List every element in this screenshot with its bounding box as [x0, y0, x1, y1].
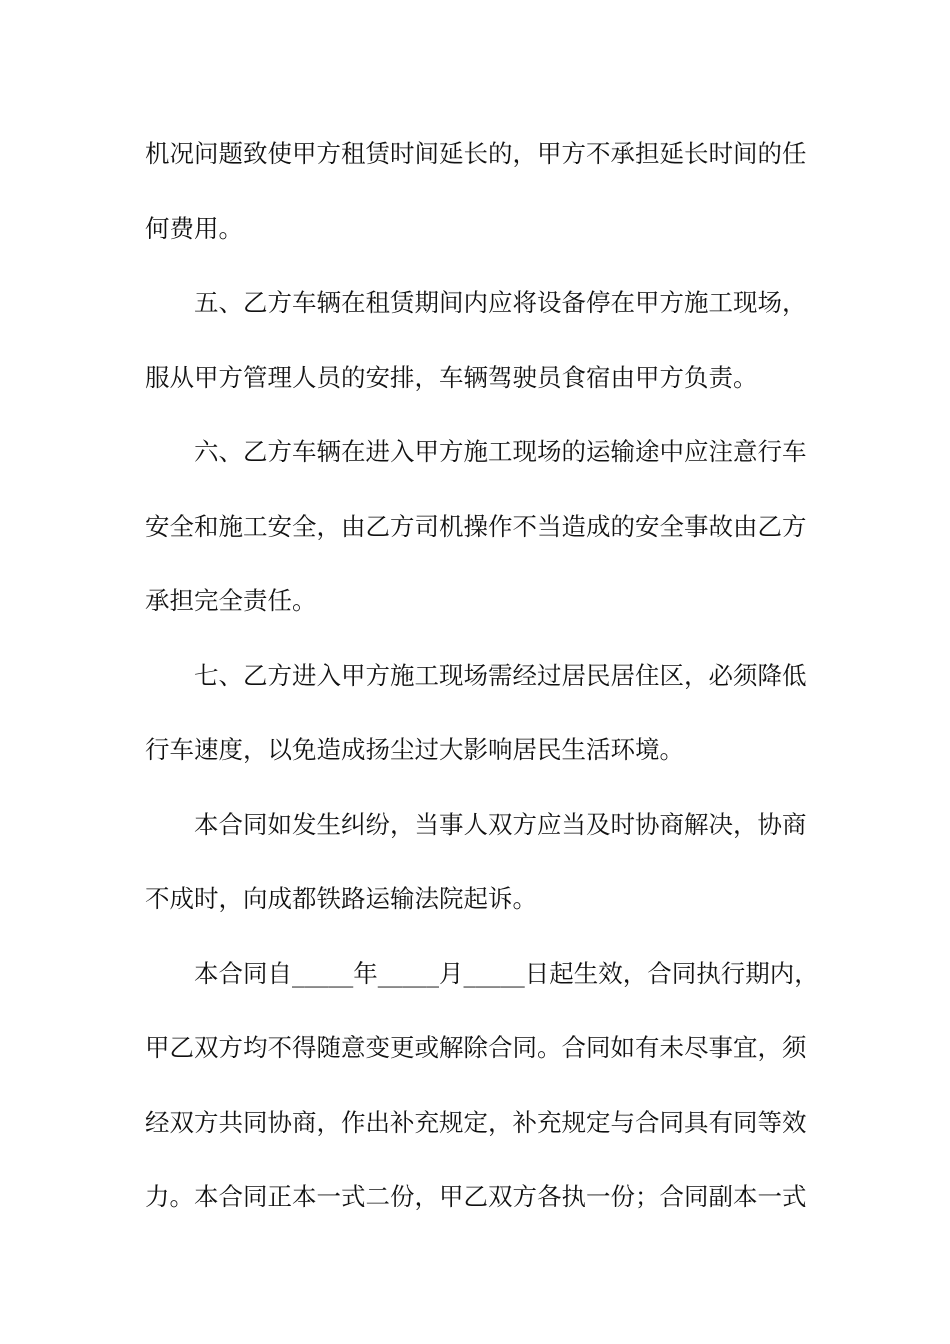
text-line: 甲乙双方均不得随意变更或解除合同。合同如有未尽事宜，须	[145, 1033, 807, 1062]
effective-date-line: 本合同自_____年_____月_____日起生效，合同执行期内，	[194, 958, 819, 988]
text-line: 力。本合同正本一式二份，甲乙双方各执一份；合同副本一式	[145, 1182, 807, 1211]
text-line: 行车速度，以免造成扬尘过大影响居民生活环境。	[145, 735, 684, 764]
dispute-clause-line: 本合同如发生纠纷，当事人双方应当及时协商解决，协商	[194, 809, 807, 839]
clause-7-line: 七、乙方进入甲方施工现场需经过居民居住区，必须降低	[194, 660, 807, 690]
text-line: 经双方共同协商，作出补充规定，补充规定与合同具有同等效	[145, 1107, 807, 1137]
text-line: 服从甲方管理人员的安排，车辆驾驶员食宿由甲方负责。	[145, 362, 758, 392]
document-body	[145, 126, 825, 1244]
text-line: 承担完全责任。	[145, 586, 317, 615]
text-line: 何费用。	[145, 213, 243, 243]
text-line: 机况问题致使甲方租赁时间延长的，甲方不承担延长时间的任	[145, 139, 807, 168]
clause-6-line: 六、乙方车辆在进入甲方施工现场的运输途中应注意行车	[194, 437, 807, 466]
clause-5-line: 五、乙方车辆在租赁期间内应将设备停在甲方施工现场，	[194, 288, 807, 317]
text-line: 不成时，向成都铁路运输法院起诉。	[145, 884, 537, 913]
text-line: 安全和施工安全，由乙方司机操作不当造成的安全事故由乙方	[145, 511, 807, 541]
